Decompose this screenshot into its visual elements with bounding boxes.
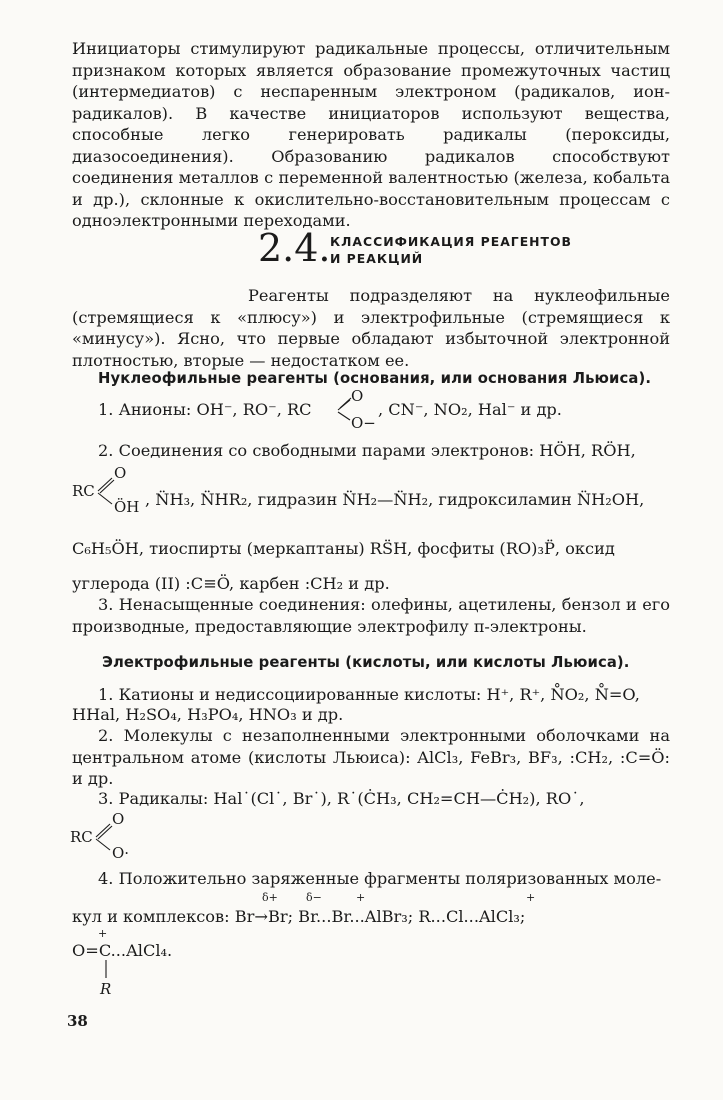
acyl-r-structure: [98, 958, 128, 998]
nuc-item1-b: , CN⁻, NO₂, Hal⁻ и др.: [378, 400, 562, 419]
radical-rc: RC: [70, 828, 93, 846]
plus-label-c: +: [98, 927, 108, 940]
section-title: [330, 233, 572, 267]
el-item2: 2. Молекулы с незаполненными электронными оболочками на центральном атоме (кислоты Льюиса): AlCl₃, FeBr₃, BF₃, :CH₂, :C=Ö: и др.: [72, 726, 670, 788]
nuc-item2-line1: 2. Соединения со свободными парами электронов: HÖH, RÖH,: [98, 441, 636, 460]
nuc-item1: [98, 400, 312, 419]
el-item1-line1: 1. Катионы и недиссоциированные кислоты: H⁺, R⁺, N̊O₂, N̊=O,: [98, 685, 640, 704]
section-title-line2: И РЕАКЦИЙ: [330, 251, 424, 266]
el-item4-line1: 4. Положительно заряженные фрагменты поляризованных моле-: [98, 869, 662, 888]
nuc-item3: 3. Ненасыщенные соединения: олефины, ацетилены, бензол и его производные, предоставляющие электрофилу π-электроны.: [72, 595, 670, 636]
delta-plus-label: δ+: [262, 891, 278, 904]
carboxylate-o: O: [351, 387, 364, 405]
intro-paragraph: Инициаторы стимулируют радикальные процессы, отличительным признаком которых является образование промежуточных частиц (интермедиатов) с неспаренным электроном (радикалов, ион-радикалов). В качестве инициаторов используют вещества, способные легко генерировать радикалы (пероксиды, диазосоединения). Образованию радикалов способствуют соединения металлов с переменной валентностью (железа, кобальта и др.), склонные к окислительно-восстановительным процессам с одноэлектронными переходами.: [72, 39, 670, 230]
el-item4-line2: кул и комплексов: Br→Br; Br...Br...AlBr₃; R...Cl...AlCl₃;: [72, 907, 526, 926]
nuc-item2-line2: , N̈H₃, N̈HR₂, гидразин N̈H₂—N̈H₂, гидроксиламин N̈H₂OH,: [145, 490, 645, 509]
radical-o: O: [112, 810, 125, 828]
el-item4-line3: O=C...AlCl₄.: [72, 941, 173, 960]
el-item1-line2: HHal, H₂SO₄, H₃PO₄, HNO₃ и др.: [72, 705, 344, 724]
acid-oh: ÖH: [114, 498, 140, 516]
acid-rc: RC: [72, 482, 95, 500]
nuc-item1-label: 1. Анионы:: [98, 400, 192, 419]
section-number: 2.4.: [258, 226, 331, 270]
acyloxy-radical-structure: [70, 806, 140, 864]
carboxylate-structure: [338, 387, 378, 432]
acyl-r: R: [100, 980, 112, 998]
nuc-item2-line3: C₆H₅ÖH, тиоспирты (меркаптаны) RS̈H, фосфиты (RO)₃P̈, оксид: [72, 539, 615, 558]
carboxylic-acid-structure: [72, 462, 152, 514]
nuc-item1-a: OH⁻, RO⁻, RC: [196, 400, 312, 419]
electrophiles-heading: Электрофильные реагенты (кислоты, или кислоты Льюиса).: [102, 654, 630, 671]
reagents-intro: Реагенты подразделяют на нуклеофильные (стремящиеся к «плюсу») и электрофильные (стремящиеся к «минусу»). Ясно, что первые обладают избыточной электронной плотностью, вторые — недостатком ее.: [72, 286, 670, 370]
section-title-line1: КЛАССИФИКАЦИЯ РЕАГЕНТОВ: [330, 234, 572, 249]
nuc-item2-line4: углерода (II) :C≡Ö, карбен :CH₂ и др.: [72, 574, 390, 593]
radical-o-dot: O·: [112, 844, 130, 862]
delta-minus-label: δ−: [306, 891, 322, 904]
nucleophiles-heading: Нуклеофильные реагенты (основания, или основания Льюиса).: [98, 370, 652, 387]
plus-label-r: +: [526, 891, 536, 904]
acid-o: O: [114, 464, 127, 482]
carboxylate-o-minus: O−: [351, 414, 376, 432]
page-number: 38: [67, 1012, 88, 1030]
plus-label-br: +: [356, 891, 366, 904]
el-item3-line: 3. Радикалы: Hal˙(Cl˙, Br˙), R˙(ĊH₃, CH₂=CH—ĊH₂), RO˙,: [98, 789, 585, 808]
